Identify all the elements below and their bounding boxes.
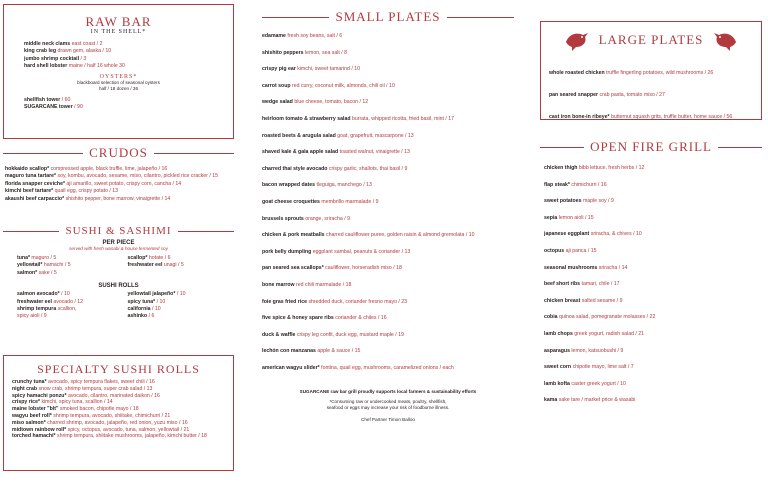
specialty-box (3, 355, 234, 471)
menu-item-name: torched hamachi* (12, 433, 56, 440)
sushi-rule-left (3, 231, 59, 232)
menu-item-desc: aji amarillo, sweet potato, crispy corn, cancha / 14 (66, 180, 182, 187)
menu-item-desc: membrillo marmalade / 9 (321, 198, 379, 205)
menu-item-desc: smoked bacon, chipotle mayo / 18 (59, 406, 139, 413)
crudos-section (3, 142, 234, 203)
menu-item-desc: quinoa salad, pomegranate molasses / 22 (559, 314, 656, 321)
menu-item (12, 427, 225, 434)
menu-item-desc: chimichurri / 16 (571, 181, 607, 188)
menu-item (262, 177, 514, 194)
menu-item-desc: avocado / 12 (53, 298, 84, 305)
menu-item-desc: avocado, spicy tempura flakes, sweet chili / 16 (48, 379, 155, 385)
menu-item-name: sweet potatoes (544, 198, 582, 205)
menu-item (12, 433, 225, 440)
sushi-rule-right (178, 231, 234, 232)
menu-item-name: tuna* (17, 255, 30, 261)
menu-item-name: spicy tuna* (127, 298, 156, 305)
menu-item-pair (17, 291, 220, 298)
crudos-title: CRUDOS (89, 145, 148, 160)
menu-item (5, 188, 234, 195)
menu-item-name: chicken breast (544, 297, 581, 304)
menu-item-desc: kimchi, spicy tuna, scallion / 14 (41, 399, 113, 406)
menu-item (262, 343, 514, 360)
menu-item (262, 128, 514, 145)
menu-item (262, 94, 514, 111)
menu-item (544, 343, 762, 360)
menu-item-name: chicken & pork meatballs (262, 232, 325, 239)
menu-item (12, 399, 225, 406)
menu-item-pair (17, 313, 220, 320)
menu-item (544, 226, 762, 243)
menu-item (5, 181, 234, 188)
footer-chef: Chef Partner Timon Balloo (361, 417, 415, 422)
menu-item (24, 56, 213, 63)
menu-item-name: duck & waffle (262, 331, 296, 338)
menu-item-name: pork belly dumpling (262, 248, 312, 255)
menu-item-name: carrot soup (262, 82, 291, 89)
menu-item-desc: snow crab, shrimp tempura, super crab salad / 13 (38, 385, 153, 392)
menu-item-desc: blue cheese, tomato, bacon / 12 (294, 99, 369, 106)
menu-item-name: crispy rice* (12, 399, 40, 406)
menu-item-name: shaved kale & gala apple salad (262, 149, 339, 156)
menu-item-name: scallop* (127, 255, 148, 261)
menu-item (5, 196, 234, 203)
menu-item-desc: fontina, quail egg, mushrooms, caramelized onions / each (321, 364, 454, 371)
menu-item-desc: hotate / 6 (148, 255, 171, 261)
menu-item-name: brussels sprouts (262, 215, 304, 222)
menu-item-desc: compressed apple, black truffle, lime, jalapeño / 16 (50, 166, 168, 172)
menu-item-desc: unagi / 5 (163, 262, 184, 269)
menu-item-desc: orange, sriracha / 9 (305, 215, 350, 222)
menu-item-name: heirloom tomato & strawberry salad (262, 115, 351, 122)
menu-item-desc: charred cauliflower puree, golden raisin & almond gremolata / 10 (326, 232, 475, 239)
menu-item-name: edamame (262, 33, 286, 39)
sushi-title: SUSHI & SASHIMI (65, 225, 172, 237)
menu-item-name: octopus (544, 247, 565, 254)
per-piece-note: served with fresh wasabi & house fermented soy (69, 246, 168, 251)
menu-item-desc: scallion, (57, 306, 77, 313)
menu-item-desc: burrata, whipped ricotta, fried basil, mint / 17 (351, 115, 455, 122)
menu-item-name: maguro tuna tartare* (5, 173, 57, 180)
menu-item-pair (17, 299, 220, 306)
menu-item (544, 177, 762, 194)
menu-item-desc: eggplant sambal, peanuts & coriander / 13 (312, 248, 411, 255)
menu-item (544, 326, 762, 343)
menu-item (24, 41, 213, 48)
menu-item (24, 104, 213, 111)
menu-item-desc: crispy garlic, shallots, thai basil / 9 (328, 165, 408, 172)
large-plates-title: LARGE PLATES (598, 32, 704, 47)
menu-item (544, 160, 762, 177)
large-plates-box (540, 21, 762, 120)
menu-item-desc: / 10 (61, 291, 70, 298)
menu-item-name: florida snapper ceviche* (5, 180, 65, 187)
menu-item-name: maine lobster "blt" (12, 406, 59, 413)
sushi-section (3, 222, 234, 321)
menu-item-name: wedge salad (262, 99, 293, 106)
menu-item-desc: spicy aioli / 9 (17, 313, 47, 320)
menu-item-name: hard shell lobster (24, 63, 68, 70)
menu-item-desc: sake tare / market price & wasabi (558, 397, 636, 404)
menu-item (549, 84, 753, 106)
menu-item (12, 379, 225, 386)
crudos-rule-right (154, 153, 234, 154)
menu-item-name: freshwater eel (17, 298, 52, 305)
menu-item (544, 193, 762, 210)
menu-item-name: charred thai style avocado (262, 165, 328, 172)
menu-item-desc: coriander & chiles / 16 (335, 315, 387, 322)
menu-item-desc: sriracha, & chives / 10 (590, 231, 642, 238)
menu-item (544, 276, 762, 293)
menu-item-pair (17, 255, 220, 262)
menu-item (262, 360, 514, 377)
menu-item-name: ashinko (127, 313, 148, 320)
oysters-title: OYSTERS* (99, 73, 138, 80)
menu-item-desc: butternut squash grits, truffle butter, home sauce / 56 (611, 114, 733, 120)
menu-item-desc: spicy, octopus, avocado, tuna, salmon, yellowtail / 21 (67, 426, 190, 433)
menu-item (262, 45, 514, 62)
footer-line-2: *Consuming raw or undercooked meats, poultry, shellfish, (329, 399, 447, 404)
menu-item-desc: drawn gem, alaska / 10 (57, 48, 112, 55)
menu-item (549, 62, 753, 84)
menu-item-name: roasted beets & arugula salad (262, 132, 336, 139)
menu-item-desc: / 10 (156, 298, 166, 305)
menu-item-desc: shishito pepper, bone marrow, vinaigrette / 14 (65, 195, 171, 202)
menu-item-desc: crispy leg confit, duck egg, mustard maple / 19 (296, 331, 404, 338)
menu-item-name: SUGARCANE tower (24, 104, 73, 111)
menu-item-name: miso salmon* (12, 419, 46, 426)
menu-item-pair (17, 270, 220, 277)
menu-item-desc: lemon, katsuobushi / 9 (571, 347, 624, 354)
raw-bar-title: RAW BAR (85, 14, 152, 29)
menu-item-name: beef short ribs (544, 281, 581, 288)
menu-item-desc: / 90 (74, 104, 83, 111)
menu-item-desc: bibb lettuce, fresh herbs / 12 (578, 165, 645, 171)
menu-item-desc: tleguiga, manchego / 13 (316, 182, 372, 189)
menu-item-desc: lemon aioli / 15 (558, 214, 594, 221)
menu-item-desc: tamari, chile / 17 (581, 281, 620, 288)
menu-item-name: california (127, 306, 151, 313)
menu-item-desc: apple & sauce / 15 (317, 348, 361, 355)
menu-item-name: sweet corn (544, 364, 572, 371)
menu-item (12, 420, 225, 427)
menu-item-name: foie gras fried rice (262, 298, 307, 305)
menu-item-desc: / 10 (176, 291, 186, 298)
menu-item (544, 293, 762, 310)
menu-item-pair (17, 306, 220, 313)
open-fire-rule-right (718, 147, 762, 148)
menu-item-desc: aji panca / 15 (565, 247, 597, 254)
menu-item-desc: soy, kombu, avocado, sesame, miso, cilantro, pickled rice cracker / 15 (57, 173, 218, 180)
menu-item (262, 61, 514, 78)
menu-item (12, 386, 225, 393)
menu-item (544, 376, 762, 393)
small-plates-rule-left (262, 17, 329, 18)
menu-item-name: crunchy tuna* (12, 379, 47, 385)
menu-item-desc: shredded duck, coriander fresno mayo / 23 (308, 298, 408, 305)
menu-item-name: middle neck clams (24, 41, 71, 47)
menu-item-desc: red chili marmalade / 18 (296, 281, 352, 288)
menu-item-desc: red curry, coconut milk, almonds, chili oil / 10 (292, 82, 395, 89)
menu-item-name: sepia (544, 214, 558, 221)
oysters-line-2: half / 18 dozen / 36 (98, 85, 139, 91)
open-fire-title: OPEN FIRE GRILL (590, 139, 712, 154)
raw-bar-box (3, 4, 234, 139)
menu-item-desc: salted sesame / 9 (581, 297, 623, 304)
menu-item-name: king crab leg (24, 48, 56, 55)
menu-item-desc: shrimp tempura, avocado, shiitake, chimichurri / 21 (53, 412, 171, 419)
menu-item-name: night crab (12, 385, 38, 392)
menu-item (24, 97, 213, 104)
open-fire-section (540, 140, 762, 409)
menu-item-desc: shrimp tempura, shiitake mushrooms, jalapeño, kimchi butter / 18 (56, 433, 207, 440)
menu-item-name: cast iron bone-in ribeye* (549, 114, 610, 120)
menu-item-name: freshwater eel (127, 262, 163, 269)
menu-item-desc: / 3 (80, 55, 87, 62)
menu-item-name: kimchi beef tartare* (5, 188, 54, 195)
menu-item-name: lechón con manzanas (262, 348, 316, 355)
menu-item (262, 194, 514, 211)
open-fire-rule-left (540, 147, 584, 148)
menu-item-name: japanese eggplant (544, 231, 590, 238)
menu-item-desc: toasted walnut, vinaigrette / 13 (339, 149, 410, 156)
menu-item-desc: / 6 (148, 313, 155, 320)
menu-item-name: shrimp tempura (17, 306, 57, 313)
menu-item-name: wagyu beef roll* (12, 412, 52, 419)
menu-item-desc: caster greek yogurt / 10 (571, 380, 626, 387)
menu-item-name: kama (544, 397, 558, 404)
menu-item-name: hokkaido scallop* (5, 166, 50, 172)
menu-item (544, 243, 762, 260)
menu-item-desc: east coast / 2 (71, 41, 103, 47)
raw-bar-subtitle: IN THE SHELL* (90, 29, 147, 35)
menu-item (5, 173, 234, 180)
menu-item-desc: kimchi, sweet tamarind / 10 (297, 66, 361, 73)
menu-item (544, 359, 762, 376)
menu-item (12, 413, 225, 420)
bird-icon-left (563, 28, 591, 52)
menu-item-name: shishito peppers (262, 49, 304, 56)
menu-item-desc: charred shrimp, avocado, jalapeño, red onion, yuzu miso / 16 (47, 419, 188, 426)
menu-item-pair (17, 262, 220, 269)
menu-item-desc: quail egg, crispy potato / 13 (54, 188, 119, 195)
menu-item-name: pan seared sea scallops* (262, 265, 324, 272)
menu-item-name: spicy hamachi ponzu* (12, 392, 67, 399)
menu-item (262, 211, 514, 228)
menu-item-name: jumbo shrimp cocktail (24, 55, 80, 62)
menu-item (549, 106, 753, 128)
menu-item (262, 111, 514, 128)
menu-item-name: five spice & honey spare ribs (262, 315, 334, 322)
menu-item (12, 406, 225, 413)
menu-item-desc: crab pasta, tomato miso / 27 (599, 92, 665, 98)
menu-item (262, 327, 514, 344)
menu-item (544, 260, 762, 277)
menu-item-name: seasonal mushrooms (544, 264, 598, 271)
small-plates-section (262, 10, 514, 376)
menu-item-desc: sriracha / 14 (598, 264, 628, 271)
menu-item (5, 166, 234, 173)
per-piece-title: PER PIECE (102, 240, 135, 246)
menu-item-desc: greek yogurt, radish salad / 21 (574, 330, 645, 337)
footer-line-3: seafood or eggs may increase your risk of foodborne illness. (326, 405, 450, 410)
menu-item (544, 210, 762, 227)
menu-item-desc: fresh soy beans, salt / 6 (287, 33, 343, 39)
menu-item (262, 294, 514, 311)
menu-item-name: flap steak* (544, 181, 570, 188)
small-plates-rule-right (447, 17, 514, 18)
menu-item (262, 310, 514, 327)
menu-item (544, 392, 762, 409)
menu-item-name: bone marrow (262, 281, 295, 288)
menu-item-name: chicken thigh (544, 165, 578, 171)
menu-item-name: akaushi beef carpaccio* (5, 195, 65, 202)
menu-item-desc: goat, grapefruit, mascarpone / 13 (337, 132, 414, 139)
menu-item-name: lamb kofta (544, 380, 570, 387)
menu-item-name: goat cheese croquettes (262, 198, 320, 205)
specialty-title: SPECIALTY SUSHI ROLLS (37, 362, 200, 376)
menu-item-name: bacon wrapped dates (262, 182, 316, 189)
menu-item-desc: lemon, sea salt / 8 (304, 49, 348, 56)
menu-item (262, 244, 514, 261)
small-plates-title: SMALL PLATES (335, 9, 441, 24)
menu-item (262, 227, 514, 244)
menu-item-desc: avocado, cilantro, marinated daikon / 16 (67, 392, 160, 399)
menu-item-name: yellowtail* (17, 262, 43, 269)
menu-item-desc: maine / half 16 whole 30 (68, 63, 125, 70)
menu-item (262, 28, 514, 45)
menu-item-desc: / 60 (61, 96, 71, 103)
oysters-line-1: blackboard selection of seasonal oysters (77, 79, 160, 85)
menu-item-name: salmon avocado* (17, 291, 60, 298)
menu-item-name: crispy pig ear (262, 66, 296, 73)
menu-item-name: pan seared snapper (549, 92, 599, 98)
bird-icon-right (711, 28, 739, 52)
menu-item (262, 161, 514, 178)
menu-item (262, 260, 514, 277)
menu-item-name: american wagyu slider* (262, 364, 320, 371)
footer-line-1: SUGARCANE raw bar grill proudly supports local farmers & sustainability efforts (299, 389, 477, 394)
menu-item-name: whole roasted chicken (549, 70, 605, 76)
menu-item (544, 309, 762, 326)
menu-item-desc: maguro / 5 (31, 255, 57, 261)
menu-item-desc: hamachi / 5 (43, 262, 71, 269)
menu-item (12, 393, 225, 400)
menu-item-desc: cauliflower, horseradish miso / 18 (325, 265, 402, 272)
menu-item-name: yellowtail jalapeño* (127, 291, 176, 298)
menu-item-desc: truffle fingerling potatoes, wild mushrooms / 26 (606, 70, 714, 76)
menu-item-name: shellfish tower (24, 96, 61, 103)
menu-item (262, 144, 514, 161)
menu-item-name: midtown rainbow roll* (12, 426, 67, 433)
menu-item (262, 277, 514, 294)
menu-item-name: salmon* (17, 269, 38, 276)
menu-item-desc: chipotle mayo, lime salt / 7 (572, 364, 634, 371)
menu-item-name: cobia (544, 314, 558, 321)
menu-item-desc: / 10 (152, 306, 161, 313)
sushi-rolls-title: SUSHI ROLLS (98, 283, 139, 290)
menu-item-name: asparagus (544, 347, 570, 354)
menu-item-name: lamb chops (544, 330, 573, 337)
crudos-rule-left (3, 153, 83, 154)
menu-item (262, 78, 514, 95)
menu-item (24, 63, 213, 70)
menu-item-desc: maple soy / 9 (582, 198, 614, 205)
footer (262, 389, 514, 423)
menu-item-desc: sake / 5 (38, 269, 57, 276)
menu-item (24, 48, 213, 55)
